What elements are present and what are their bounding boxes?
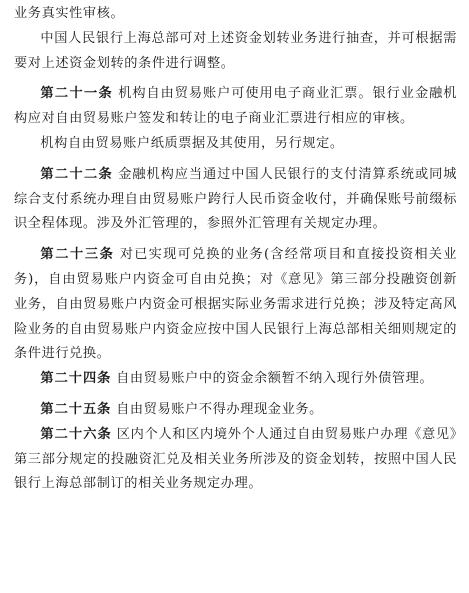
- paragraph-text: 中国人民银行上海总部可对上述资金划转业务进行抽查，并可根据需要对上述资金划转的条件进行调整。: [14, 30, 457, 71]
- paragraph-paper-bills: [14, 132, 457, 157]
- article-number: 第二十六条: [40, 426, 112, 442]
- article-22: [14, 163, 457, 237]
- paragraph-supervision: [14, 27, 457, 77]
- article-24: [14, 367, 457, 392]
- article-number: 第二十一条: [40, 86, 114, 102]
- paragraph-text: 自由贸易账户中的资金余额暂不纳入现行外债管理。: [116, 371, 434, 387]
- paragraph-text: 金融机构应当通过中国人民银行的支付清算系统或同城综合支付系统办理自由贸易账户跨行人民币资金收付，并确保账号前缀标识全程体现。涉及外汇管理的，参照外汇管理有关规定办理。: [14, 166, 457, 232]
- article-number: 第二十四条: [40, 371, 112, 387]
- article-number: 第二十二条: [40, 166, 114, 182]
- paragraph-text: 自由贸易账户不得办理现金业务。: [116, 401, 323, 417]
- paragraph-text: 对已实现可兑换的业务(含经常项目和直接投资相关业务)，自由贸易账户内资金可自由兑换；对《意见》第三部分投融资创新业务，自由贸易账户内资金可根据实际业务需求进行兑换；涉及特定高风险业务的自由贸易账户内资金应按中国人民银行上海总部相关细则规定的条件进行兑换。: [14, 247, 458, 362]
- article-26: [14, 423, 457, 497]
- article-number: 第二十三条: [40, 247, 115, 263]
- article-25: [14, 398, 457, 423]
- article-21: [14, 82, 457, 132]
- paragraph-continuation: [14, 2, 457, 27]
- paragraph-text: 机构自由贸易账户可使用电子商业汇票。银行业金融机构应对自由贸易账户签发和转让的电子商业汇票进行相应的审核。: [14, 86, 457, 127]
- article-23: [14, 243, 457, 367]
- document-page: [14, 2, 457, 497]
- paragraph-text: 区内个人和区内境外个人通过自由贸易账户办理《意见》第三部分规定的投融资汇兑及相关业务所涉及的资金划转，按照中国人民银行上海总部制订的相关业务规定办理。: [14, 426, 457, 492]
- paragraph-text: 业务真实性审核。: [14, 6, 125, 21]
- paragraph-text: 机构自由贸易账户纸质票据及其使用，另行规定。: [40, 135, 344, 151]
- article-number: 第二十五条: [40, 401, 112, 417]
